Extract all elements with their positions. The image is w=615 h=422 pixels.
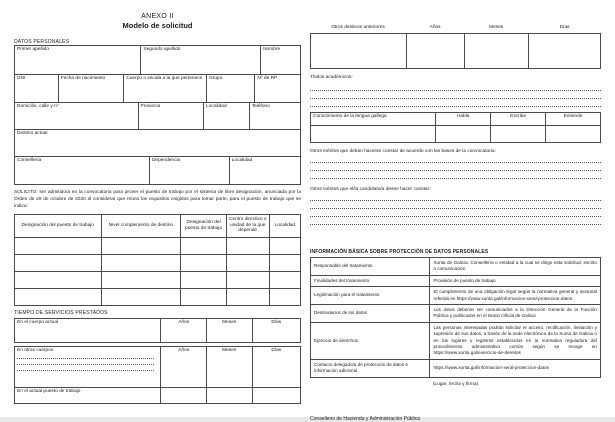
- empty-cell: [252, 388, 300, 403]
- pd-label-ejercicio: Ejercicio de derechos: [314, 337, 358, 343]
- pd-value-destinatarios: [429, 305, 600, 322]
- section-datos-personales: DATOS PERSONALES: [14, 39, 70, 45]
- fill-in-line: [310, 224, 601, 225]
- titulos-academicos-label: Títulos académicos:: [310, 75, 353, 80]
- empty-cell: [406, 34, 464, 68]
- col-centro-directivo: Centro directivo o unidad de la que depende: [226, 215, 269, 237]
- fill-in-line: [310, 98, 601, 99]
- col-designacion-puesto: Designación del puesto de trabajo: [21, 222, 95, 228]
- pd-value-text: Provisión de puesto de trabajo: [433, 277, 496, 283]
- otros-destinos-header: [310, 25, 601, 31]
- empty-cell: [15, 289, 101, 305]
- fill-in-line: [17, 370, 154, 371]
- table-row: [311, 125, 600, 142]
- fill-in-line: [310, 170, 601, 171]
- table-row: [311, 322, 600, 359]
- fill-in-line: [310, 178, 601, 179]
- empty-cell: [15, 238, 101, 254]
- col-meses: Meses: [206, 347, 252, 387]
- field-fecha-nacimiento: Fecha de nacimiento: [58, 75, 124, 102]
- pd-label-destinatarios: Destinatarios de los datos: [314, 310, 367, 316]
- col-nivel-complemento: Nivel complemento de destino: [101, 215, 181, 237]
- pd-value-responsable: [429, 258, 600, 275]
- field-provincia: Provincia: [138, 103, 204, 129]
- col-meses: Meses: [489, 25, 504, 30]
- field-otros-cuerpos: [15, 347, 160, 387]
- table-row: [15, 347, 300, 387]
- empty-cell: [101, 272, 181, 288]
- col-escribe: Escribe: [490, 113, 545, 125]
- pd-value-contacto: [429, 360, 600, 377]
- pd-label-finalidades: Finalidades del tratamiento: [314, 277, 370, 283]
- fill-in-line: [310, 90, 601, 91]
- field-telefono: Teléfono: [249, 103, 300, 129]
- section-tiempo-servicios: TIEMPO DE SERVICIOS PRESTADOS: [14, 309, 108, 316]
- footer-conselleiro: Conselleiro de Hacienda y Administración Pública: [310, 415, 421, 422]
- fill-in-line: [310, 208, 601, 209]
- table-row: [15, 156, 300, 184]
- empty-cell: [269, 238, 300, 254]
- title-modelo: Modelo de solicitud: [122, 21, 193, 30]
- field-cuerpo-escala: Cuerpo o escala a la que pertenece: [123, 75, 206, 102]
- pd-value-italic: Diario Oficial de Galicia: [487, 313, 536, 319]
- pd-value-text: https://www.xunta.gal/informacion-xeral-proteccion-datos: [433, 365, 549, 371]
- pd-value-text: El cumplimiento de una obligación legal según la normativa general y sectorial referida en https://www.xunta.gal/informacion-xeral-proteccion-datos: [433, 289, 597, 301]
- empty-cell: [226, 238, 269, 254]
- left-column: [14, 0, 301, 404]
- table-row: [311, 359, 600, 377]
- pd-value-part: Los datos deberán ser comunicados a la Dirección General de la Función Pública y publicados en el: [433, 307, 597, 319]
- fill-in-line: [310, 162, 601, 163]
- field-localidad-2: Localidad: [229, 157, 300, 184]
- tiempo-otros-cuerpos-table: [14, 346, 301, 404]
- otros-meritos-candidato-label: Otros méritos que el/la candidato/a desee hacer constar:: [310, 187, 431, 192]
- col-conocimiento-lengua: Conocimiento de la lengua gallega: [313, 114, 387, 119]
- col-habla: Habla: [435, 113, 490, 125]
- fill-in-line: [310, 216, 601, 217]
- fill-in-line: [310, 106, 601, 107]
- table-row: [311, 304, 600, 322]
- empty-cell: [311, 126, 435, 142]
- pd-value-text: [433, 307, 597, 320]
- empty-cell: [545, 126, 600, 142]
- otros-cuerpos-label: En otros cuerpos: [17, 347, 54, 353]
- col-anos: Años: [429, 25, 441, 30]
- table-row: [15, 254, 300, 271]
- col-entiende: Entiende: [545, 113, 600, 125]
- table-row: [311, 258, 600, 275]
- tiempo-cuerpo-actual-table: [14, 318, 301, 343]
- empty-cell: [180, 255, 226, 271]
- table-row: [15, 387, 300, 403]
- table-row: [15, 288, 300, 305]
- datos-personales-table: [14, 45, 301, 185]
- puestos-table: [14, 214, 301, 306]
- col-localidad: Localidad: [269, 215, 300, 237]
- field-destino-actual: Destino actual: [17, 131, 48, 136]
- empty-cell: [101, 238, 181, 254]
- col-otros-destinos: Otros destinos anteriores: [331, 25, 385, 30]
- empty-cell: [490, 126, 545, 142]
- col-dias: Días: [252, 347, 300, 387]
- empty-cell: [311, 34, 406, 68]
- col-anos: Años: [160, 319, 206, 342]
- field-conselleria: Consellería: [17, 158, 42, 163]
- title-anexo: ANEXO II: [141, 13, 174, 20]
- pd-value-text: Las personas interesadas podrán solicitar el acceso, rectificación, limitación y supresión de sus datos, a través de la sede electrónica de la Xunta de Galicia o en los lugares y registros establecidos en la normativa reguladora del procedimiento administrativo común según se recoge en https://www.xunta.gal/exercicio-de-dereitos: [433, 324, 597, 356]
- table-row: [311, 275, 600, 286]
- pd-value-finalidades: [429, 276, 600, 286]
- empty-cell: [464, 34, 528, 68]
- table-row: [15, 319, 300, 342]
- col-meses: Meses: [206, 319, 252, 342]
- pd-label-contacto: Contacto delegado/a de protección de datos e información adicional: [314, 361, 408, 374]
- col-dias: Días: [559, 25, 570, 30]
- field-num-rp: Nº de RP: [254, 75, 300, 102]
- pd-label-responsable: Responsable del tratamiento: [314, 263, 373, 269]
- field-cuerpo-actual: En el cuerpo actual: [17, 319, 59, 325]
- field-domicilio: Domicilio, calle y nº: [17, 104, 59, 109]
- empty-cell: [180, 238, 226, 254]
- lengua-gallega-table: [310, 112, 601, 143]
- table-row: [15, 129, 300, 156]
- empty-cell: [160, 388, 206, 403]
- field-dependencia: Dependencia: [149, 157, 229, 184]
- col-dias: Días: [252, 319, 300, 342]
- table-row: [15, 102, 300, 129]
- table-row: [15, 271, 300, 288]
- empty-cell: [180, 272, 226, 288]
- empty-cell: [15, 255, 101, 271]
- proteccion-datos-table: [310, 257, 601, 378]
- col-designacion-puesto-2: Designación del puesto de trabajo: [180, 215, 226, 237]
- solicito-paragraph: SOLICITO: ser admitido/a en la convocatoria para prover el puesto de trabajo por el sistema de libre designación, anunciada por la Orden de 29 de octubre de 2020 al considerar que reúno los requisitos exigidos para tomar parte, para el puesto de trabajo que se indica:: [14, 190, 301, 210]
- field-dni: DNI: [17, 76, 26, 81]
- field-actual-puesto: En el actual puesto de trabajo: [17, 388, 81, 394]
- page-title: [14, 13, 301, 30]
- empty-cell: [269, 255, 300, 271]
- fill-in-line: [310, 200, 601, 201]
- empty-cell: [226, 255, 269, 271]
- fill-in-line: [17, 364, 154, 365]
- empty-cell: [528, 34, 600, 68]
- table-header-row: [15, 215, 300, 237]
- field-primer-apellido: Primer apellido: [17, 47, 49, 52]
- field-grupo: Grupo: [206, 75, 254, 102]
- empty-cell: [101, 255, 181, 271]
- table-row: [311, 286, 600, 304]
- empty-cell: [226, 289, 269, 305]
- fill-in-line: [17, 358, 154, 359]
- empty-cell: [180, 289, 226, 305]
- pd-value-ejercicio: [429, 323, 600, 359]
- right-column: [310, 0, 601, 422]
- empty-cell: [269, 289, 300, 305]
- table-row: [15, 74, 300, 102]
- empty-cell: [226, 272, 269, 288]
- table-row: [15, 46, 300, 74]
- lugar-fecha-firma-note: (Lugar, fecha y firma): [432, 381, 479, 387]
- pd-value-legitimacion: [429, 287, 600, 304]
- pd-value-text: Xunta de Galicia. Consellería o entidad a la cual se dirige esta solicitud, escrito o comunicación: [433, 260, 597, 272]
- table-row: [15, 237, 300, 254]
- otros-destinos-table: [310, 33, 601, 69]
- empty-cell: [15, 272, 101, 288]
- field-nombre: Nombre: [260, 46, 300, 74]
- empty-cell: [101, 289, 181, 305]
- table-header-row: [311, 113, 600, 125]
- col-anos: Años: [160, 347, 206, 387]
- proteccion-datos-heading: INFORMACIÓN BÁSICA SOBRE PROTECCIÓN DE DATOS PERSONALES: [310, 249, 489, 255]
- empty-cell: [206, 388, 252, 403]
- empty-cell: [435, 126, 490, 142]
- field-localidad: Localidad: [203, 103, 249, 129]
- table-row: [311, 34, 600, 68]
- empty-cell: [269, 272, 300, 288]
- pd-label-legitimacion: Legitimación para el tratamiento: [314, 292, 380, 298]
- otros-meritos-bases-label: Otros méritos que deban hacerse constar de acuerdo con las bases de la convocatoria:: [310, 149, 496, 154]
- field-segundo-apellido: Segundo apellido: [140, 46, 260, 74]
